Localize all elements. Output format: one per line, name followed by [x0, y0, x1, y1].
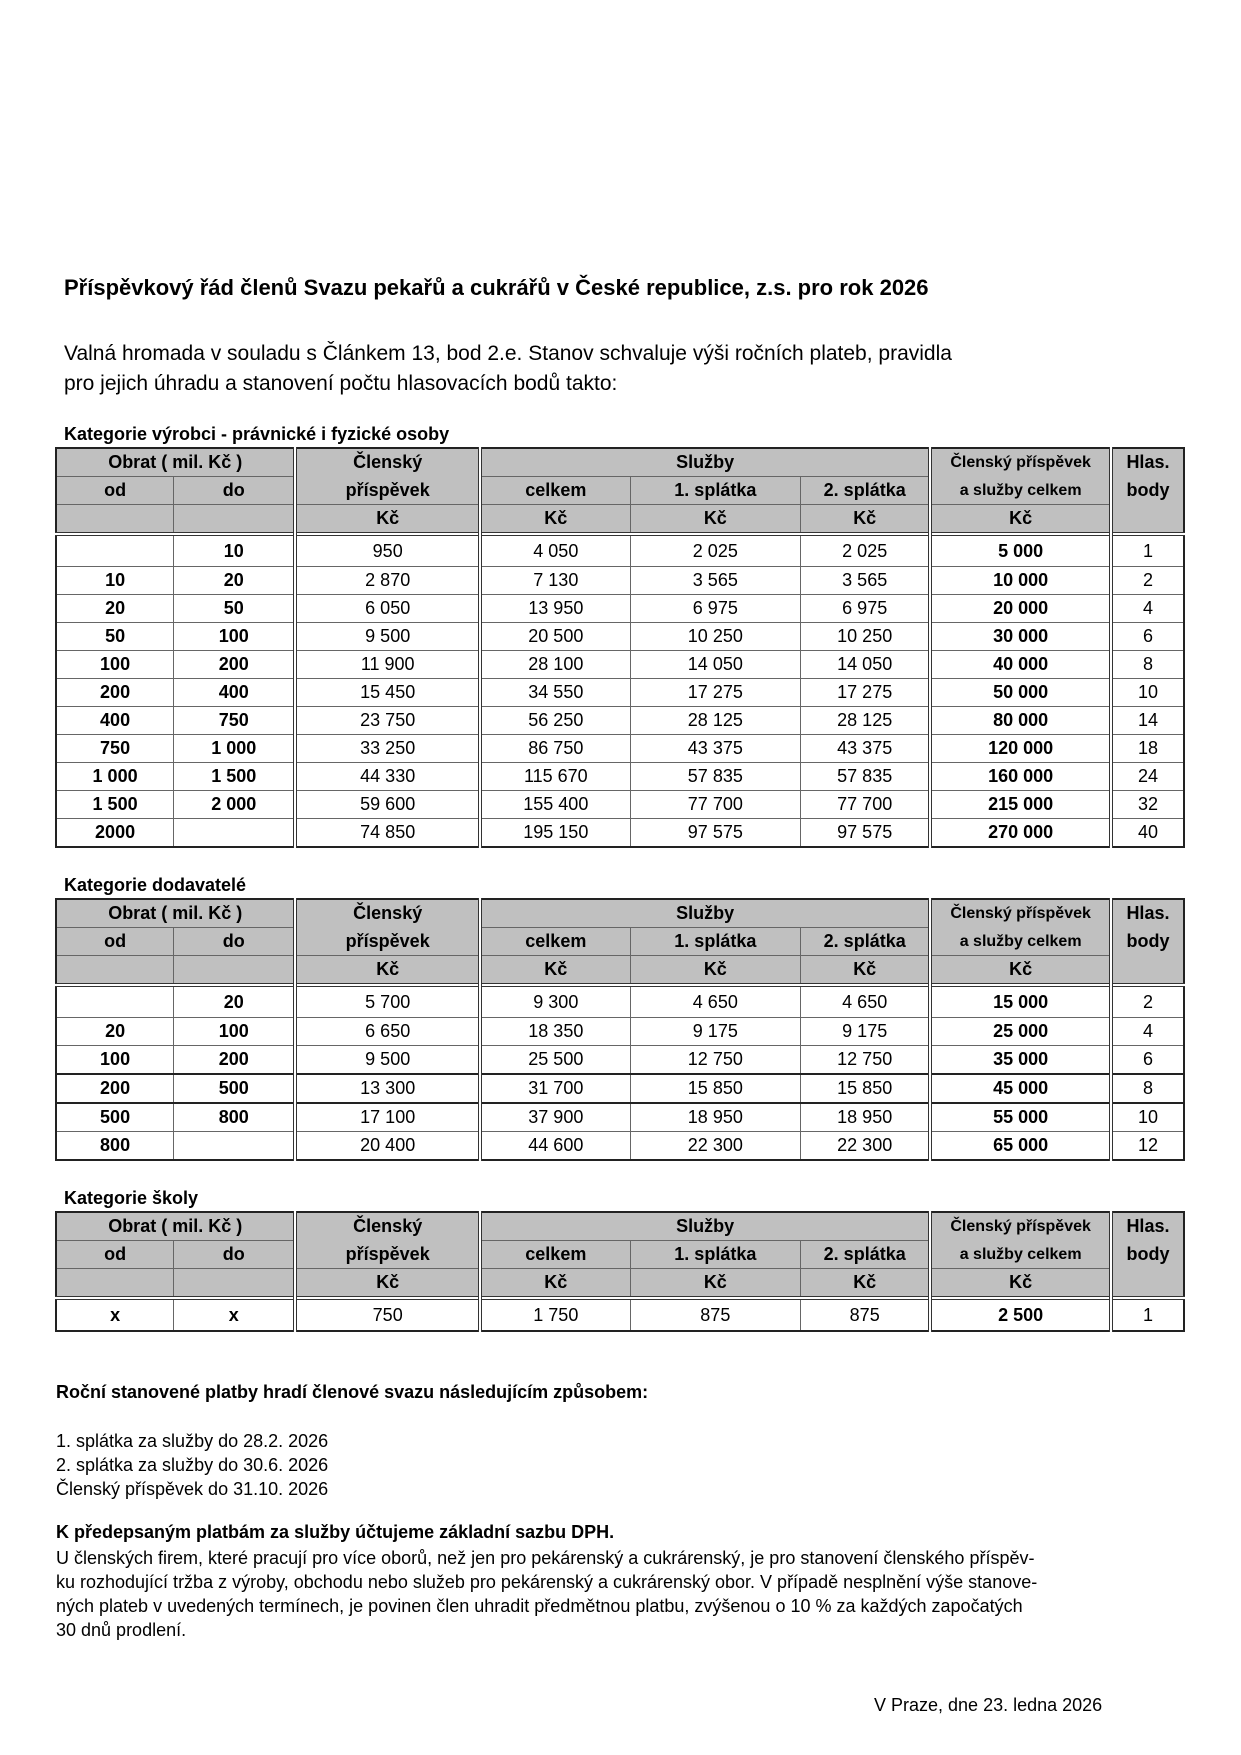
- membership-fee: 74 850: [295, 819, 480, 848]
- membership-fee: 9 500: [295, 1046, 480, 1075]
- turnover-from: 400: [56, 707, 174, 735]
- turnover-to: 2 000: [174, 791, 296, 819]
- table-row: [56, 985, 1184, 1018]
- table-row: [56, 735, 1184, 763]
- document-title: Příspěvkový řád členů Svazu pekařů a cukrářů v České republice, z.s. pro rok 2026: [64, 275, 929, 300]
- header-prispevek: příspěvek: [295, 1241, 480, 1269]
- table-row: [56, 679, 1184, 707]
- turnover-from: 200: [56, 1074, 174, 1103]
- services-total: 31 700: [480, 1074, 630, 1103]
- header-blank: [174, 956, 296, 986]
- turnover-to: 1 000: [174, 735, 296, 763]
- grand-total: 15 000: [930, 985, 1111, 1018]
- turnover-from: 2000: [56, 819, 174, 848]
- turnover-to: [174, 819, 296, 848]
- turnover-from: 100: [56, 1046, 174, 1075]
- membership-fee: 11 900: [295, 651, 480, 679]
- membership-fee: 17 100: [295, 1103, 480, 1132]
- header-obrat: Obrat ( mil. Kč ): [56, 1212, 295, 1241]
- note-paragraph: [56, 1546, 1196, 1642]
- header-sluzby-celkem: a služby celkem: [930, 477, 1111, 505]
- header-units-row: [56, 1269, 1184, 1299]
- voting-points: 10: [1111, 1103, 1184, 1132]
- header-splatka-2: 2. splátka: [801, 928, 931, 956]
- services-total: 25 500: [480, 1046, 630, 1075]
- installment-2: 77 700: [801, 791, 931, 819]
- turnover-from: 500: [56, 1103, 174, 1132]
- installment-2: 14 050: [801, 651, 931, 679]
- services-total: 56 250: [480, 707, 630, 735]
- header-total: Členský příspěvek: [930, 1212, 1111, 1241]
- services-total: 18 350: [480, 1018, 630, 1046]
- intro-paragraph: [64, 339, 1064, 399]
- grand-total: 120 000: [930, 735, 1111, 763]
- turnover-from: [56, 534, 174, 567]
- voting-points: 32: [1111, 791, 1184, 819]
- membership-fee: 950: [295, 534, 480, 567]
- category-label: Kategorie výrobci - právnické i fyzické osoby: [64, 424, 450, 444]
- header-sluzby-celkem: a služby celkem: [930, 1241, 1111, 1269]
- installment-2: 2 025: [801, 534, 931, 567]
- installment-1: 43 375: [630, 735, 800, 763]
- voting-points: 18: [1111, 735, 1184, 763]
- header-clensky: Členský: [295, 448, 480, 477]
- intro-line: pro jejich úhradu a stanovení počtu hlasovacích bodů takto:: [64, 372, 618, 395]
- header-celkem: celkem: [480, 1241, 630, 1269]
- header-sluzby-celkem: a služby celkem: [930, 928, 1111, 956]
- place-and-date: V Praze, dne 23. ledna 2026: [874, 1695, 1103, 1715]
- installment-2: 3 565: [801, 567, 931, 595]
- grand-total: 65 000: [930, 1132, 1111, 1161]
- category-label: Kategorie dodavatelé: [64, 875, 247, 895]
- turnover-from: 20: [56, 1018, 174, 1046]
- voting-points: 8: [1111, 651, 1184, 679]
- table-row: [56, 1046, 1184, 1075]
- unit-label: Kč: [801, 1269, 931, 1299]
- note-line: ku rozhodující tržba z výroby, obchodu nebo služeb pro pekárenský a cukrárenský obor. V případě nesplnění výše stanove-: [56, 1572, 1038, 1592]
- unit-label: Kč: [630, 505, 800, 535]
- membership-fee: 9 500: [295, 623, 480, 651]
- membership-fee: 59 600: [295, 791, 480, 819]
- installment-1: 9 175: [630, 1018, 800, 1046]
- turnover-from: 50: [56, 623, 174, 651]
- turnover-to: 500: [174, 1074, 296, 1103]
- grand-total: 50 000: [930, 679, 1111, 707]
- table-row: [56, 534, 1184, 567]
- voting-points: 10: [1111, 679, 1184, 707]
- header-hlas: Hlas.: [1111, 448, 1184, 477]
- header-row: [56, 477, 1184, 505]
- turnover-to: 800: [174, 1103, 296, 1132]
- payment-item: Členský příspěvek do 31.10. 2026: [56, 1479, 329, 1499]
- turnover-to: 750: [174, 707, 296, 735]
- membership-fee: 20 400: [295, 1132, 480, 1161]
- turnover-from: [56, 985, 174, 1018]
- payment-item: 2. splátka za služby do 30.6. 2026: [56, 1455, 329, 1475]
- header-row: [56, 1212, 1184, 1241]
- grand-total: 20 000: [930, 595, 1111, 623]
- header-do: do: [174, 477, 296, 505]
- unit-label: Kč: [295, 1269, 480, 1299]
- services-total: 37 900: [480, 1103, 630, 1132]
- header-units-row: [56, 505, 1184, 535]
- turnover-from: 750: [56, 735, 174, 763]
- table-row: [56, 651, 1184, 679]
- turnover-from: 10: [56, 567, 174, 595]
- unit-label: Kč: [801, 956, 931, 986]
- header-prispevek: příspěvek: [295, 477, 480, 505]
- installment-1: 3 565: [630, 567, 800, 595]
- table-row: [56, 567, 1184, 595]
- header-splatka-2: 2. splátka: [801, 1241, 931, 1269]
- membership-fee: 6 650: [295, 1018, 480, 1046]
- installment-2: 15 850: [801, 1074, 931, 1103]
- fee-table: [55, 447, 1185, 848]
- header-blank: [56, 505, 174, 535]
- unit-label: Kč: [480, 1269, 630, 1299]
- installment-2: 97 575: [801, 819, 931, 848]
- header-total: Členský příspěvek: [930, 899, 1111, 928]
- installment-1: 4 650: [630, 985, 800, 1018]
- fee-table: [55, 898, 1185, 1161]
- header-blank: [1111, 505, 1184, 535]
- installment-2: 6 975: [801, 595, 931, 623]
- header-do: do: [174, 1241, 296, 1269]
- services-total: 115 670: [480, 763, 630, 791]
- turnover-from: 100: [56, 651, 174, 679]
- installment-2: 12 750: [801, 1046, 931, 1075]
- services-total: 155 400: [480, 791, 630, 819]
- grand-total: 25 000: [930, 1018, 1111, 1046]
- header-blank: [56, 1269, 174, 1299]
- installment-1: 28 125: [630, 707, 800, 735]
- header-hlas: Hlas.: [1111, 899, 1184, 928]
- installment-2: 9 175: [801, 1018, 931, 1046]
- header-obrat: Obrat ( mil. Kč ): [56, 448, 295, 477]
- header-row: [56, 448, 1184, 477]
- voting-points: 12: [1111, 1132, 1184, 1161]
- installment-2: 22 300: [801, 1132, 931, 1161]
- header-clensky: Členský: [295, 899, 480, 928]
- header-splatka-2: 2. splátka: [801, 477, 931, 505]
- membership-fee: 6 050: [295, 595, 480, 623]
- installment-1: 875: [630, 1298, 800, 1331]
- turnover-to: 200: [174, 651, 296, 679]
- voting-points: 24: [1111, 763, 1184, 791]
- installment-1: 15 850: [630, 1074, 800, 1103]
- installment-1: 97 575: [630, 819, 800, 848]
- services-total: 44 600: [480, 1132, 630, 1161]
- installment-1: 22 300: [630, 1132, 800, 1161]
- turnover-to: x: [174, 1298, 296, 1331]
- header-row: [56, 899, 1184, 928]
- installment-1: 18 950: [630, 1103, 800, 1132]
- header-blank: [174, 1269, 296, 1299]
- installment-1: 6 975: [630, 595, 800, 623]
- fee-table: [55, 1211, 1185, 1332]
- turnover-to: 10: [174, 534, 296, 567]
- turnover-to: 100: [174, 1018, 296, 1046]
- table-row: [56, 595, 1184, 623]
- services-total: 86 750: [480, 735, 630, 763]
- table-row: [56, 819, 1184, 848]
- header-row: [56, 1241, 1184, 1269]
- installment-1: 77 700: [630, 791, 800, 819]
- turnover-to: 50: [174, 595, 296, 623]
- voting-points: 4: [1111, 1018, 1184, 1046]
- header-od: od: [56, 1241, 174, 1269]
- turnover-to: 1 500: [174, 763, 296, 791]
- grand-total: 35 000: [930, 1046, 1111, 1075]
- table-row: [56, 707, 1184, 735]
- header-celkem: celkem: [480, 477, 630, 505]
- header-blank: [1111, 1269, 1184, 1299]
- grand-total: 80 000: [930, 707, 1111, 735]
- header-units-row: [56, 956, 1184, 986]
- grand-total: 5 000: [930, 534, 1111, 567]
- services-total: 34 550: [480, 679, 630, 707]
- membership-fee: 2 870: [295, 567, 480, 595]
- table-row: [56, 1103, 1184, 1132]
- header-hlas: Hlas.: [1111, 1212, 1184, 1241]
- services-total: 13 950: [480, 595, 630, 623]
- installment-2: 10 250: [801, 623, 931, 651]
- unit-label: Kč: [480, 505, 630, 535]
- installment-1: 57 835: [630, 763, 800, 791]
- unit-label: Kč: [630, 1269, 800, 1299]
- header-body: body: [1111, 928, 1184, 956]
- installment-1: 2 025: [630, 534, 800, 567]
- header-sluzby: Služby: [480, 899, 930, 928]
- grand-total: 45 000: [930, 1074, 1111, 1103]
- grand-total: 10 000: [930, 567, 1111, 595]
- turnover-to: 200: [174, 1046, 296, 1075]
- turnover-to: 20: [174, 985, 296, 1018]
- installment-1: 10 250: [630, 623, 800, 651]
- membership-fee: 33 250: [295, 735, 480, 763]
- membership-fee: 750: [295, 1298, 480, 1331]
- table-row: [56, 791, 1184, 819]
- installment-1: 12 750: [630, 1046, 800, 1075]
- table-row: [56, 763, 1184, 791]
- services-total: 9 300: [480, 985, 630, 1018]
- turnover-to: 100: [174, 623, 296, 651]
- voting-points: 2: [1111, 985, 1184, 1018]
- turnover-from: 200: [56, 679, 174, 707]
- voting-points: 2: [1111, 567, 1184, 595]
- header-row: [56, 928, 1184, 956]
- turnover-from: 800: [56, 1132, 174, 1161]
- table-row: [56, 1298, 1184, 1331]
- unit-label: Kč: [801, 505, 931, 535]
- installment-2: 4 650: [801, 985, 931, 1018]
- grand-total: 160 000: [930, 763, 1111, 791]
- unit-label: Kč: [930, 1269, 1111, 1299]
- membership-fee: 13 300: [295, 1074, 480, 1103]
- header-od: od: [56, 928, 174, 956]
- installment-2: 57 835: [801, 763, 931, 791]
- unit-label: Kč: [930, 956, 1111, 986]
- header-total: Členský příspěvek: [930, 448, 1111, 477]
- voting-points: 4: [1111, 595, 1184, 623]
- header-sluzby: Služby: [480, 1212, 930, 1241]
- installment-2: 18 950: [801, 1103, 931, 1132]
- note-line: 30 dnů prodlení.: [56, 1620, 187, 1640]
- header-prispevek: příspěvek: [295, 928, 480, 956]
- header-body: body: [1111, 1241, 1184, 1269]
- note-line: U členských firem, které pracují pro více oborů, než jen pro pekárenský a cukrárenský, je pro stanovení členského příspěv-: [56, 1548, 1035, 1568]
- header-splatka-1: 1. splátka: [630, 1241, 800, 1269]
- category-label: Kategorie školy: [64, 1188, 199, 1208]
- table-row: [56, 1018, 1184, 1046]
- services-total: 28 100: [480, 651, 630, 679]
- header-blank: [1111, 956, 1184, 986]
- grand-total: 55 000: [930, 1103, 1111, 1132]
- grand-total: 215 000: [930, 791, 1111, 819]
- unit-label: Kč: [930, 505, 1111, 535]
- header-splatka-1: 1. splátka: [630, 928, 800, 956]
- voting-points: 1: [1111, 534, 1184, 567]
- membership-fee: 15 450: [295, 679, 480, 707]
- payment-heading: Roční stanovené platby hradí členové svazu následujícím způsobem:: [56, 1382, 649, 1402]
- installment-2: 875: [801, 1298, 931, 1331]
- voting-points: 1: [1111, 1298, 1184, 1331]
- header-blank: [56, 956, 174, 986]
- table-row: [56, 1074, 1184, 1103]
- membership-fee: 23 750: [295, 707, 480, 735]
- turnover-from: 1 000: [56, 763, 174, 791]
- turnover-to: 400: [174, 679, 296, 707]
- payment-schedule: [56, 1429, 328, 1501]
- membership-fee: 5 700: [295, 985, 480, 1018]
- header-od: od: [56, 477, 174, 505]
- turnover-from: x: [56, 1298, 174, 1331]
- services-total: 4 050: [480, 534, 630, 567]
- unit-label: Kč: [630, 956, 800, 986]
- grand-total: 2 500: [930, 1298, 1111, 1331]
- services-total: 1 750: [480, 1298, 630, 1331]
- services-total: 195 150: [480, 819, 630, 848]
- unit-label: Kč: [480, 956, 630, 986]
- installment-2: 43 375: [801, 735, 931, 763]
- note-line: ných plateb v uvedených termínech, je povinen člen uhradit předmětnou platbu, zvýšenou o 10 % za každých započatých: [56, 1596, 1023, 1616]
- table-row: [56, 623, 1184, 651]
- installment-2: 17 275: [801, 679, 931, 707]
- header-body: body: [1111, 477, 1184, 505]
- unit-label: Kč: [295, 505, 480, 535]
- header-do: do: [174, 928, 296, 956]
- turnover-to: 20: [174, 567, 296, 595]
- header-blank: [174, 505, 296, 535]
- installment-1: 17 275: [630, 679, 800, 707]
- payment-item: 1. splátka za služby do 28.2. 2026: [56, 1431, 329, 1451]
- turnover-to: [174, 1132, 296, 1161]
- header-clensky: Členský: [295, 1212, 480, 1241]
- grand-total: 30 000: [930, 623, 1111, 651]
- grand-total: 40 000: [930, 651, 1111, 679]
- services-total: 7 130: [480, 567, 630, 595]
- header-splatka-1: 1. splátka: [630, 477, 800, 505]
- voting-points: 14: [1111, 707, 1184, 735]
- turnover-from: 20: [56, 595, 174, 623]
- voting-points: 6: [1111, 1046, 1184, 1075]
- voting-points: 6: [1111, 623, 1184, 651]
- turnover-from: 1 500: [56, 791, 174, 819]
- installment-2: 28 125: [801, 707, 931, 735]
- voting-points: 40: [1111, 819, 1184, 848]
- installment-1: 14 050: [630, 651, 800, 679]
- unit-label: Kč: [295, 956, 480, 986]
- grand-total: 270 000: [930, 819, 1111, 848]
- vat-note-heading: K předepsaným platbám za služby účtujeme základní sazbu DPH.: [56, 1522, 615, 1542]
- services-total: 20 500: [480, 623, 630, 651]
- header-celkem: celkem: [480, 928, 630, 956]
- table-row: [56, 1132, 1184, 1161]
- header-sluzby: Služby: [480, 448, 930, 477]
- intro-line: Valná hromada v souladu s Článkem 13, bod 2.e. Stanov schvaluje výši ročních plateb, pravidla: [64, 342, 952, 365]
- voting-points: 8: [1111, 1074, 1184, 1103]
- header-obrat: Obrat ( mil. Kč ): [56, 899, 295, 928]
- membership-fee: 44 330: [295, 763, 480, 791]
